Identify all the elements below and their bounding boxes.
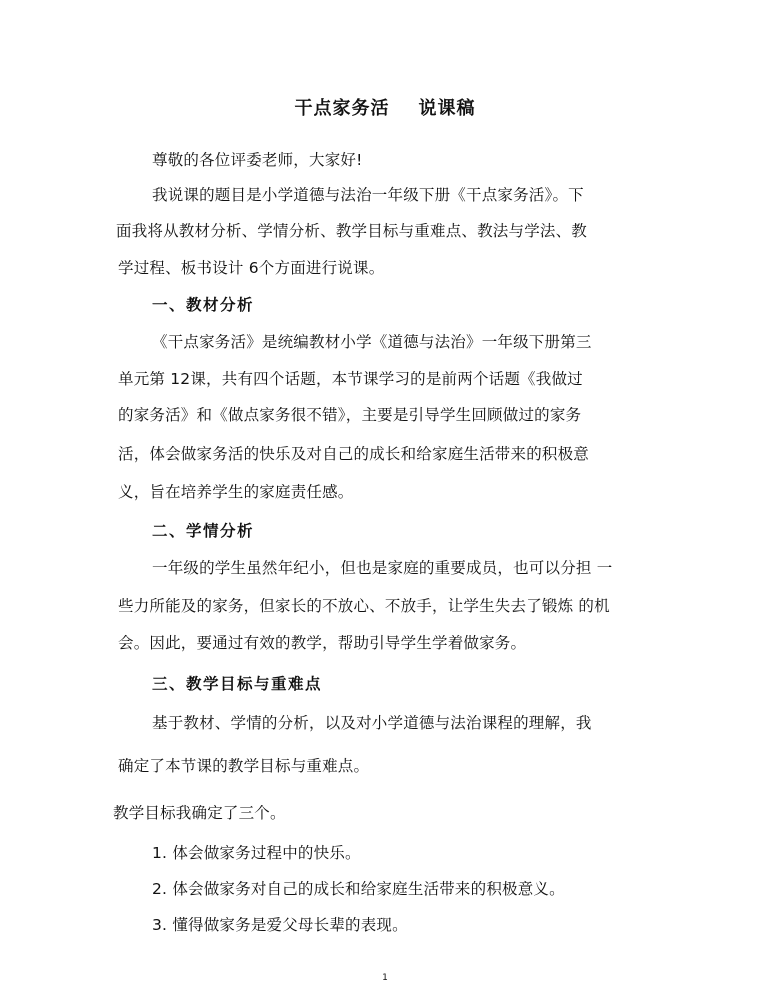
paragraph-line: 《干点家务活》是统编教材小学《道德与法治》一年级下册第三 [152,333,592,351]
document-title: 干点家务活 说课稿 [294,98,476,119]
paragraph-line: 单元第 12课，共有四个话题，本节课学习的是前两个话题《我做过 [118,370,583,388]
goals-intro: 教学目标我确定了三个。 [113,804,286,822]
paragraph-line: 些力所能及的家务，但家长的不放心、不放手，让学生失去了锻炼 的机 [118,597,610,615]
page-number: 1 [382,973,388,983]
section-heading-materials: 一、教材分析 [152,296,255,314]
paragraph-line: 基于教材、学情的分析，以及对小学道德与法治课程的理解，我 [152,714,592,732]
section-heading-students: 二、学情分析 [152,522,255,540]
intro-line: 我说课的题目是小学道德与法治一年级下册《干点家务活》。下 [152,186,584,204]
paragraph-line: 会。因此，要通过有效的教学，帮助引导学生学着做家务。 [118,634,527,652]
intro-line: 学过程、板书设计 6个方面进行说课。 [118,259,385,277]
goal-item: 1. 体会做家务过程中的快乐。 [152,844,361,862]
section-heading-goals: 三、教学目标与重难点 [152,675,323,693]
goal-item: 3. 懂得做家务是爱父母长辈的表现。 [152,916,408,934]
paragraph-line: 确定了本节课的教学目标与重难点。 [118,757,370,775]
paragraph-line: 一年级的学生虽然年纪小，但也是家庭的重要成员，也可以分担 一 [152,559,613,577]
intro-line: 面我将从教材分析、学情分析、教学目标与重难点、教法与学法、教 [116,222,588,240]
paragraph-line: 的家务活》和《做点家务很不错》，主要是引导学生回顾做过的家务 [118,406,582,424]
paragraph-line: 活，体会做家务活的快乐及对自己的成长和给家庭生活带来的积极意 [118,445,590,463]
goal-item: 2. 体会做家务对自己的成长和给家庭生活带来的积极意义。 [152,880,565,898]
greeting: 尊敬的各位评委老师，大家好! [152,151,363,169]
paragraph-line: 义，旨在培养学生的家庭责任感。 [118,483,354,501]
